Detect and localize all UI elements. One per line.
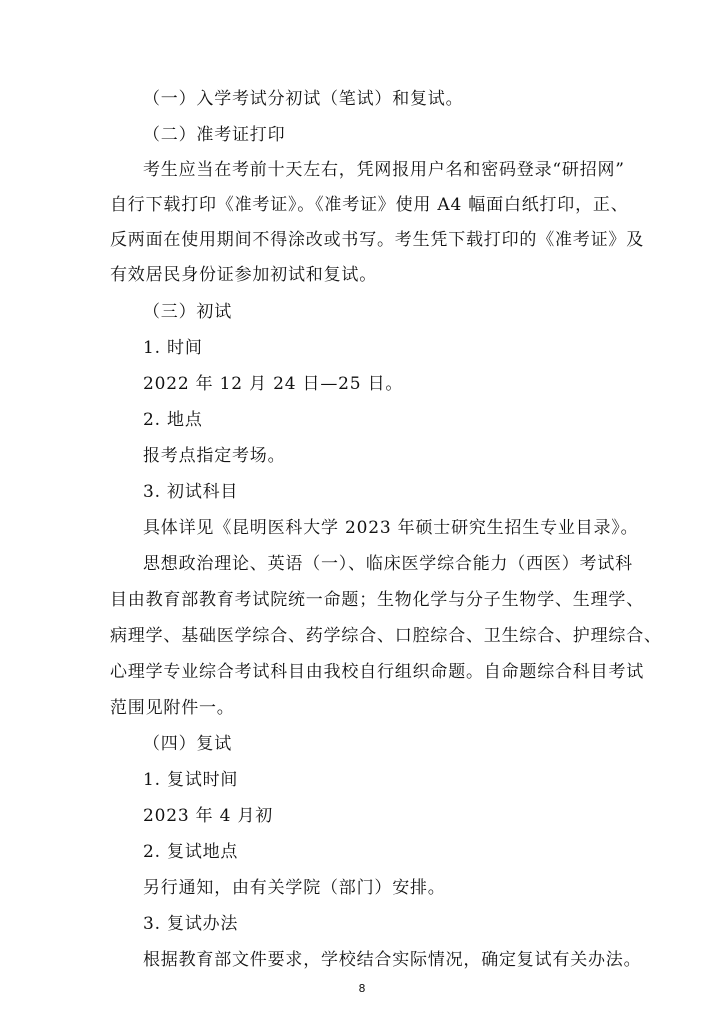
text-line: 报考点指定考场。	[143, 446, 286, 466]
text-line: 反两面在使用期间不得涂改或书写。考生凭下载打印的《准考证》及	[110, 230, 644, 250]
text-line: 根据教育部文件要求，学校结合实际情况，确定复试有关办法。	[143, 950, 642, 970]
text-line: 心理学专业综合考试科目由我校自行组织命题。自命题综合科目考试	[110, 662, 644, 682]
text-line: 2023 年 4 月初	[143, 806, 274, 826]
text-line: 目由教育部教育考试院统一命题；生物化学与分子生物学、生理学、	[110, 590, 644, 610]
subsection-heading: 3. 复试办法	[143, 914, 239, 934]
text-line: 考生应当在考前十天左右，凭网报用户名和密码登录“研招网”	[143, 160, 625, 180]
text-line: 思想政治理论、英语（一）、临床医学综合能力（西医）考试科	[143, 554, 633, 574]
subsection-heading: 2. 地点	[143, 410, 203, 430]
text-line: 自行下载打印《准考证》。《准考证》使用 A4 幅面白纸打印，正、	[110, 195, 629, 215]
subsection-heading: 1. 复试时间	[143, 770, 239, 790]
subsection-heading: 3. 初试科目	[143, 482, 239, 502]
text-line: 范围见附件一。	[110, 698, 235, 718]
section-heading: （四）复试	[143, 734, 232, 754]
section-heading: （三）初试	[143, 302, 232, 322]
text-line: 有效居民身份证参加初试和复试。	[110, 265, 377, 285]
subsection-heading: 2. 复试地点	[143, 842, 239, 862]
text-line: 另行通知，由有关学院（部门）安排。	[143, 878, 446, 898]
text-line: 2022 年 12 月 24 日—25 日。	[143, 374, 404, 394]
subsection-heading: 1. 时间	[143, 338, 203, 358]
text-line: 具体详见《昆明医科大学 2023 年硕士研究生招生专业目录》。	[143, 518, 639, 538]
text-line: （一）入学考试分初试（笔试）和复试。	[143, 89, 464, 109]
page-number: 8	[358, 982, 366, 995]
section-heading: （二）准考证打印	[143, 125, 286, 145]
text-line: 病理学、基础医学综合、药学综合、口腔综合、卫生综合、护理综合、	[110, 626, 662, 646]
